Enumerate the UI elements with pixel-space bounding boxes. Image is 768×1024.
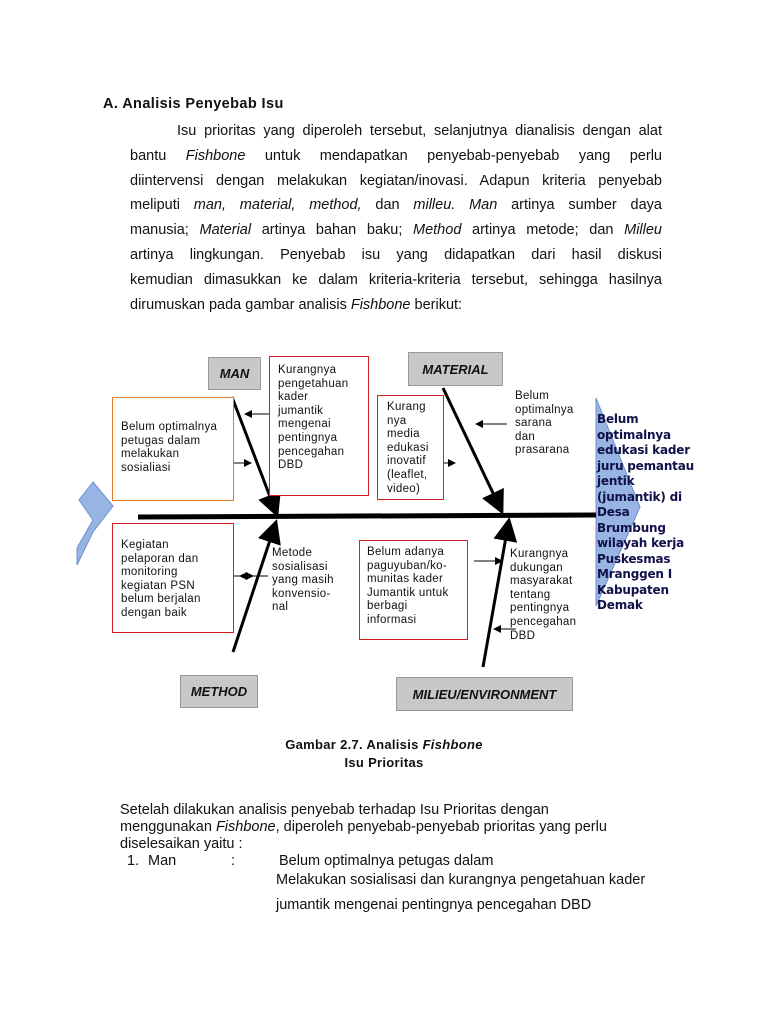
figure-caption-line2: Isu Prioritas [344, 755, 424, 770]
paragraph-line: kemudian dimasukkan ke dalam kriteria-kriteria tersebut, sehingga hasilnya [130, 271, 662, 288]
list-item-number: 1. [127, 853, 140, 869]
paragraph-line: manusia; Material artinya bahan baku; Method artinya metode; dan Milleu [130, 222, 662, 239]
category-milieu: MILIEU/ENVIRONMENT [396, 677, 573, 711]
effect-problem: Belum optimalnya edukasi kader juru pemantau jentik (jumantik) di Desa Brumbung wilayah kerja Puskesmas Mranggen I Kabupaten Demak [597, 412, 694, 612]
paragraph-line: diintervensi dengan melakukan kegiatan/inovasi. Adapun kriteria penyebab [130, 172, 662, 189]
bone-method [233, 522, 276, 652]
cause-material-2: Belum optimalnya sarana dan prasarana [515, 390, 574, 457]
cause-man-1: Belum optimalnya petugas dalam melakukan sosialiasi [121, 421, 218, 474]
list-item-line-1: Belum optimalnya petugas dalam [279, 853, 494, 869]
closing-line-1: Setelah dilakukan analisis penyebab terhadap Isu Prioritas dengan [120, 802, 549, 818]
cause-milieu-2: Kurangnya dukungan masyarakat tentang pentingnya pencegahan DBD [510, 548, 577, 642]
list-item-colon: : [231, 853, 236, 869]
spine [138, 515, 596, 517]
category-method: METHOD [180, 675, 258, 708]
section-heading: A. Analisis Penyebab Isu [103, 96, 284, 112]
bone-material [443, 388, 502, 512]
category-material: MATERIAL [408, 352, 503, 386]
list-item-line-3: jumantik mengenai pentingnya pencegahan DBD [276, 897, 592, 913]
figure-caption-line1: Gambar 2.7. Analisis Fishbone [285, 737, 483, 752]
cause-method-1: Kegiatan pelaporan dan monitoring kegiatan PSN belum berjalan dengan baik [121, 539, 201, 619]
category-man: MAN [208, 357, 261, 390]
cause-man-2: Kurangnya pengetahuan kader jumantik mengenai pentingnya pencegahan DBD [278, 364, 349, 472]
cause-method-2: Metode sosialisasi yang masih konvensio- nal [272, 547, 334, 614]
tail-chevron [77, 482, 113, 565]
paragraph-line: meliputi man, material, method, dan milleu. Man artinya sumber daya [130, 197, 662, 214]
paragraph-line: Isu prioritas yang diperoleh tersebut, selanjutnya dianalisis dengan alat [177, 123, 662, 139]
bone-milieu [483, 520, 509, 667]
paragraph-line: bantu Fishbone untuk mendapatkan penyebab-penyebab yang perlu [130, 147, 662, 164]
list-item-label: Man [148, 853, 177, 869]
closing-line-2: menggunakan Fishbone, diperoleh penyebab-penyebab prioritas yang perlu [120, 819, 607, 835]
cause-material-1: Kurang nya media edukasi inovatif (leaflet, video) [387, 401, 429, 495]
closing-line-3: diselesaikan yaitu : [120, 836, 243, 852]
paragraph-line: artinya lingkungan. Penyebab isu yang didapatkan dari hasil diskusi [130, 246, 662, 263]
list-item-line-2: Melakukan sosialisasi dan kurangnya pengetahuan kader [276, 872, 646, 888]
cause-milieu-1: Belum adanya paguyuban/ko- munitas kader Jumantik untuk berbagi informasi [367, 546, 449, 626]
paragraph-line: dirumuskan pada gambar analisis Fishbone berikut: [130, 296, 463, 313]
